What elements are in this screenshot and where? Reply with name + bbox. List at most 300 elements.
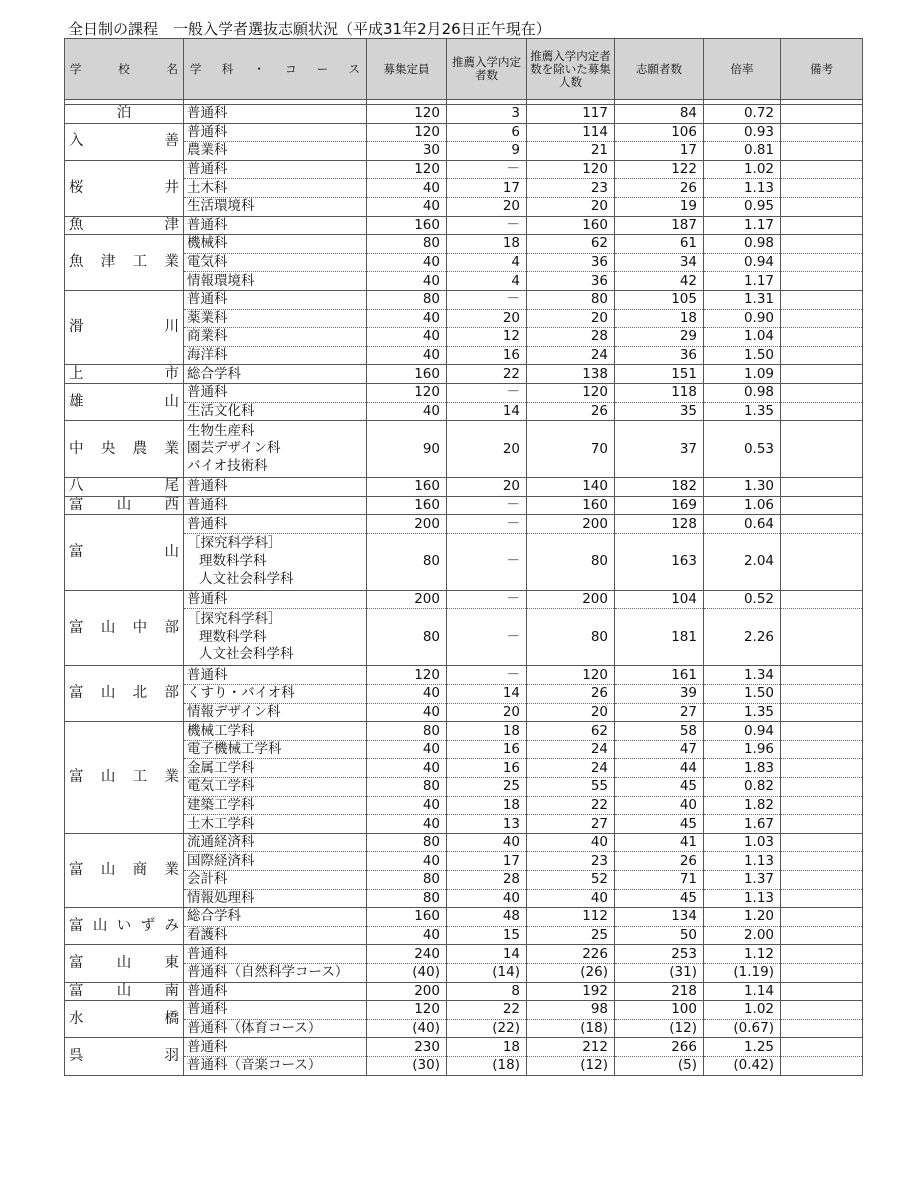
course-name: 人文社会科学科: [199, 646, 294, 663]
course-name: 機械科: [187, 235, 228, 252]
recommended-cell: (18): [447, 1056, 527, 1075]
course-name: 土木工学科: [187, 815, 255, 832]
applicants-cell: 42: [615, 272, 704, 291]
course-name: 情報環境科: [187, 272, 255, 289]
capacity-cell: 40: [367, 179, 447, 198]
course-cell: [184, 179, 367, 198]
recommended-cell: 20: [447, 421, 527, 478]
capacity-cell: 40: [367, 309, 447, 328]
capacity-cell: 40: [367, 796, 447, 815]
recommended-cell: 20: [447, 309, 527, 328]
course-cell: [184, 963, 367, 982]
ratio-cell: (0.67): [704, 1019, 781, 1038]
course-name: 電気工学科: [187, 778, 255, 795]
capacity-cell: 30: [367, 142, 447, 161]
remaining-cell: 120: [527, 383, 615, 402]
ratio-cell: 0.52: [704, 590, 781, 609]
school-name-char: 尾: [164, 478, 179, 495]
table-row: [65, 908, 863, 927]
remaining-cell: 140: [527, 478, 615, 497]
table-row: [65, 1038, 863, 1057]
capacity-cell: 40: [367, 402, 447, 421]
page-title: 全日制の課程 一般入学者選抜志願状況（平成31年2月26日正午現在）: [68, 20, 551, 38]
remaining-cell: 120: [527, 666, 615, 685]
school-name-char: 富: [69, 496, 84, 513]
course-cell: [184, 778, 367, 797]
applicants-cell: 47: [615, 740, 704, 759]
recommended-cell: 17: [447, 179, 527, 198]
course-cell: [184, 515, 367, 534]
applicants-cell: 40: [615, 796, 704, 815]
remaining-cell: 192: [527, 982, 615, 1001]
ratio-cell: 1.34: [704, 666, 781, 685]
remarks-cell: [781, 272, 863, 291]
table-row: [65, 778, 863, 797]
remaining-cell: (18): [527, 1019, 615, 1038]
remarks-cell: [781, 365, 863, 384]
remaining-cell: 80: [527, 609, 615, 666]
ratio-cell: 1.35: [704, 703, 781, 722]
school-name-char: 水: [69, 1010, 84, 1027]
recommended-cell: －: [447, 590, 527, 609]
course-cell: [184, 496, 367, 515]
school-name-cell: [65, 590, 184, 666]
header-school: [65, 39, 184, 100]
applicants-cell: 26: [615, 179, 704, 198]
school-name-char: 山: [116, 954, 132, 971]
applicants-cell: 39: [615, 685, 704, 704]
course-cell: [184, 590, 367, 609]
course-name: 普通科: [187, 591, 228, 608]
remarks-cell: [781, 759, 863, 778]
ratio-cell: 1.17: [704, 216, 781, 235]
school-name-char: 富: [69, 862, 84, 878]
recommended-cell: (14): [447, 963, 527, 982]
course-name: 普通科（体育コース）: [187, 1020, 322, 1037]
capacity-cell: 40: [367, 740, 447, 759]
course-name: バイオ技術科: [187, 457, 268, 474]
school-name-char: 工: [132, 769, 148, 786]
school-name-char: 農: [132, 440, 148, 457]
ratio-cell: (1.19): [704, 963, 781, 982]
school-name-char: 部: [164, 685, 179, 702]
remaining-cell: (26): [527, 963, 615, 982]
school-name-cell: [65, 833, 184, 907]
course-name: くすり・バイオ科: [187, 685, 295, 702]
course-cell: [184, 533, 367, 590]
applicants-cell: 27: [615, 703, 704, 722]
school-name-char: み: [164, 917, 179, 934]
recommended-cell: 12: [447, 328, 527, 347]
capacity-cell: 120: [367, 105, 447, 124]
capacity-cell: 40: [367, 759, 447, 778]
capacity-cell: 200: [367, 515, 447, 534]
table-row: [65, 402, 863, 421]
school-name-char: 工: [132, 254, 148, 271]
applicants-cell: 266: [615, 1038, 704, 1057]
applicants-cell: 182: [615, 478, 704, 497]
remarks-cell: [781, 833, 863, 852]
school-name-char: 業: [164, 440, 179, 457]
applicants-cell: 18: [615, 309, 704, 328]
school-name-cell: [65, 160, 184, 216]
remarks-cell: [781, 666, 863, 685]
school-name-char: 富: [69, 917, 84, 934]
school-name-char: 富: [69, 619, 84, 636]
header-course-char: 学: [190, 61, 202, 76]
remarks-cell: [781, 478, 863, 497]
remarks-cell: [781, 796, 863, 815]
remaining-cell: 24: [527, 740, 615, 759]
course-cell: [184, 703, 367, 722]
course-name: 農業科: [187, 142, 228, 159]
remaining-cell: 20: [527, 309, 615, 328]
remarks-cell: [781, 197, 863, 216]
ratio-cell: 1.50: [704, 346, 781, 365]
remaining-cell: 25: [527, 926, 615, 945]
remaining-cell: 138: [527, 365, 615, 384]
remaining-cell: 36: [527, 272, 615, 291]
header-course-char: 科: [221, 61, 234, 76]
school-name-char: 魚: [69, 216, 84, 233]
capacity-cell: 80: [367, 889, 447, 908]
header-capacity: 募集定員: [367, 39, 447, 100]
ratio-cell: 1.04: [704, 328, 781, 347]
remaining-cell: 98: [527, 1001, 615, 1020]
recommended-cell: 16: [447, 759, 527, 778]
recommended-cell: 6: [447, 123, 527, 142]
table-row: [65, 666, 863, 685]
capacity-cell: 200: [367, 590, 447, 609]
ratio-cell: 2.04: [704, 533, 781, 590]
course-name: 金属工学科: [187, 759, 255, 776]
school-name-char: 山: [164, 393, 179, 410]
school-name-char: 八: [69, 478, 84, 495]
recommended-cell: 18: [447, 796, 527, 815]
course-name: 生物生産科: [187, 422, 255, 439]
school-name-char: 中: [69, 440, 84, 457]
ratio-cell: 0.94: [704, 253, 781, 272]
remarks-cell: [781, 982, 863, 1001]
ratio-cell: 1.35: [704, 402, 781, 421]
course-name: 普通科: [187, 384, 228, 401]
remarks-cell: [781, 142, 863, 161]
course-cell: [184, 666, 367, 685]
course-cell: [184, 833, 367, 852]
recommended-cell: 16: [447, 346, 527, 365]
ratio-cell: 2.00: [704, 926, 781, 945]
course-cell: [184, 272, 367, 291]
remarks-cell: [781, 253, 863, 272]
remarks-cell: [781, 926, 863, 945]
ratio-cell: 0.72: [704, 105, 781, 124]
remaining-cell: 20: [527, 197, 615, 216]
course-name: 電子機械工学科: [187, 741, 282, 758]
remarks-cell: [781, 1038, 863, 1057]
capacity-cell: 200: [367, 982, 447, 1001]
course-cell: [184, 421, 367, 478]
ratio-cell: 1.31: [704, 290, 781, 309]
ratio-cell: 0.90: [704, 309, 781, 328]
course-name: 普通科: [187, 945, 228, 962]
capacity-cell: 230: [367, 1038, 447, 1057]
school-name-char: 部: [164, 619, 179, 636]
header-applicants: 志願者数: [615, 39, 704, 100]
ratio-cell: 1.02: [704, 160, 781, 179]
ratio-cell: 1.50: [704, 685, 781, 704]
ratio-cell: 1.06: [704, 496, 781, 515]
applicants-cell: 151: [615, 365, 704, 384]
recommended-cell: 20: [447, 197, 527, 216]
table-row: [65, 478, 863, 497]
school-name-char: 央: [100, 440, 116, 457]
applicants-cell: 29: [615, 328, 704, 347]
remarks-cell: [781, 703, 863, 722]
capacity-cell: 80: [367, 871, 447, 890]
table-row: [65, 833, 863, 852]
course-cell: [184, 1056, 367, 1075]
school-name-cell: [65, 1001, 184, 1038]
header-remaining: 推薦入学内定者数を除いた募集人数: [527, 39, 615, 100]
remarks-cell: [781, 685, 863, 704]
school-name-char: 入: [69, 133, 84, 150]
applicants-cell: 218: [615, 982, 704, 1001]
remaining-cell: 62: [527, 722, 615, 741]
capacity-cell: 240: [367, 945, 447, 964]
school-name-char: 呉: [69, 1047, 84, 1064]
course-cell: [184, 290, 367, 309]
capacity-cell: 80: [367, 609, 447, 666]
capacity-cell: 40: [367, 703, 447, 722]
capacity-cell: 160: [367, 478, 447, 497]
capacity-cell: (30): [367, 1056, 447, 1075]
course-name: 普通科: [187, 666, 228, 683]
course-name: 海洋科: [187, 347, 228, 364]
ratio-cell: 1.09: [704, 365, 781, 384]
remarks-cell: [781, 216, 863, 235]
ratio-cell: 0.64: [704, 515, 781, 534]
recommended-cell: 9: [447, 142, 527, 161]
recommended-cell: 22: [447, 365, 527, 384]
course-cell: [184, 926, 367, 945]
capacity-cell: (40): [367, 963, 447, 982]
school-name-cell: [65, 383, 184, 420]
school-name-char: 業: [164, 769, 179, 786]
ratio-cell: 1.12: [704, 945, 781, 964]
table-row: [65, 1001, 863, 1020]
school-name-cell: [65, 290, 184, 364]
remarks-cell: [781, 889, 863, 908]
school-name-char: 市: [164, 365, 179, 382]
course-name: 薬業科: [187, 309, 228, 326]
applicants-cell: 71: [615, 871, 704, 890]
remaining-cell: 22: [527, 796, 615, 815]
course-name: 生活環境科: [187, 198, 255, 215]
remaining-cell: 160: [527, 216, 615, 235]
ratio-cell: 1.13: [704, 179, 781, 198]
school-name-char: 商: [132, 862, 148, 878]
capacity-cell: 80: [367, 290, 447, 309]
ratio-cell: 1.82: [704, 796, 781, 815]
table-row: [65, 889, 863, 908]
ratio-cell: 0.95: [704, 197, 781, 216]
school-name-char: 川: [164, 319, 179, 336]
header-ratio: 倍率: [704, 39, 781, 100]
recommended-cell: －: [447, 515, 527, 534]
ratio-cell: (0.42): [704, 1056, 781, 1075]
applicants-cell: 163: [615, 533, 704, 590]
capacity-cell: 80: [367, 833, 447, 852]
school-name-cell: [65, 666, 184, 722]
applicants-cell: 34: [615, 253, 704, 272]
recommended-cell: 14: [447, 945, 527, 964]
course-cell: [184, 105, 367, 124]
school-name-cell: [65, 1038, 184, 1075]
course-name: 普通科（自然科学コース）: [187, 964, 349, 981]
course-name: 生活文化科: [187, 402, 255, 419]
school-name-char: 山: [100, 685, 116, 702]
recommended-cell: －: [447, 383, 527, 402]
recommended-cell: 48: [447, 908, 527, 927]
course-cell: [184, 160, 367, 179]
remaining-cell: 21: [527, 142, 615, 161]
applicants-cell: 134: [615, 908, 704, 927]
school-name-char: 業: [164, 862, 179, 878]
applicants-cell: 128: [615, 515, 704, 534]
applicants-cell: (31): [615, 963, 704, 982]
course-cell: [184, 216, 367, 235]
applicants-cell: 104: [615, 590, 704, 609]
applicants-cell: 45: [615, 815, 704, 834]
remaining-cell: 112: [527, 908, 615, 927]
course-cell: [184, 871, 367, 890]
table-row: [65, 216, 863, 235]
course-cell: [184, 346, 367, 365]
table-row: [65, 722, 863, 741]
course-cell: [184, 796, 367, 815]
remaining-cell: 212: [527, 1038, 615, 1057]
remaining-cell: 80: [527, 533, 615, 590]
remaining-cell: 62: [527, 235, 615, 254]
remaining-cell: 70: [527, 421, 615, 478]
remarks-cell: [781, 778, 863, 797]
remarks-cell: [781, 496, 863, 515]
header-school-char: 学: [70, 61, 82, 76]
school-name-char: 中: [132, 619, 148, 636]
table-row: [65, 590, 863, 609]
table-row: [65, 123, 863, 142]
remarks-cell: [781, 533, 863, 590]
capacity-cell: 120: [367, 1001, 447, 1020]
remaining-cell: 55: [527, 778, 615, 797]
table-row: [65, 982, 863, 1001]
applicants-cell: 161: [615, 666, 704, 685]
recommended-cell: 16: [447, 740, 527, 759]
course-cell: [184, 685, 367, 704]
school-name-cell: [65, 496, 184, 515]
school-name-char: 北: [132, 685, 148, 702]
remaining-cell: 52: [527, 871, 615, 890]
course-name: 会計科: [187, 871, 228, 888]
table-row: [65, 1019, 863, 1038]
course-name: 商業科: [187, 328, 228, 345]
applicants-cell: 19: [615, 197, 704, 216]
school-name-char: 山: [100, 619, 116, 636]
applicants-cell: 45: [615, 889, 704, 908]
course-name: 人文社会科学科: [199, 570, 294, 587]
applicants-cell: (12): [615, 1019, 704, 1038]
school-name-char: 南: [164, 982, 179, 999]
course-name: 理数科学科: [199, 628, 267, 645]
recommended-cell: －: [447, 609, 527, 666]
course-cell: [184, 1038, 367, 1057]
capacity-cell: (40): [367, 1019, 447, 1038]
remarks-cell: [781, 328, 863, 347]
table-row: [65, 515, 863, 534]
remaining-cell: 27: [527, 815, 615, 834]
course-cell: [184, 815, 367, 834]
capacity-cell: 40: [367, 328, 447, 347]
ratio-cell: 1.30: [704, 478, 781, 497]
course-cell: [184, 123, 367, 142]
capacity-cell: 40: [367, 346, 447, 365]
course-cell: [184, 722, 367, 741]
applicants-cell: 84: [615, 105, 704, 124]
capacity-cell: 40: [367, 253, 447, 272]
school-name-cell: [65, 722, 184, 834]
course-name: 情報デザイン科: [187, 703, 281, 720]
remaining-cell: 40: [527, 833, 615, 852]
applicants-cell: 253: [615, 945, 704, 964]
header-course-char: ー: [316, 61, 329, 76]
course-cell: [184, 365, 367, 384]
course-name: 普通科: [187, 123, 228, 140]
table-row: [65, 533, 863, 590]
recommended-cell: 22: [447, 1001, 527, 1020]
school-name-char: 富: [69, 954, 84, 971]
course-cell: [184, 309, 367, 328]
school-name-char: 魚: [69, 254, 84, 271]
recommended-cell: 40: [447, 889, 527, 908]
school-name-char: 羽: [164, 1047, 179, 1064]
applicants-cell: 118: [615, 383, 704, 402]
table-row: [65, 346, 863, 365]
capacity-cell: 160: [367, 365, 447, 384]
applicants-cell: 45: [615, 778, 704, 797]
recommended-cell: 28: [447, 871, 527, 890]
remaining-cell: 26: [527, 685, 615, 704]
capacity-cell: 80: [367, 533, 447, 590]
capacity-cell: 160: [367, 216, 447, 235]
school-name-char: 富: [69, 769, 84, 786]
applicants-cell: 58: [615, 722, 704, 741]
capacity-cell: 40: [367, 685, 447, 704]
table-row: [65, 796, 863, 815]
course-cell: [184, 235, 367, 254]
ratio-cell: 0.93: [704, 123, 781, 142]
school-name-char: 津: [100, 254, 116, 271]
table-row: [65, 105, 863, 124]
course-name: 国際経済科: [187, 852, 255, 869]
remaining-cell: 160: [527, 496, 615, 515]
school-name-char: ず: [140, 917, 156, 934]
table-row: [65, 945, 863, 964]
table-row: [65, 963, 863, 982]
header-course: [184, 39, 367, 100]
remaining-cell: 226: [527, 945, 615, 964]
recommended-cell: －: [447, 533, 527, 590]
recommended-cell: 18: [447, 1038, 527, 1057]
